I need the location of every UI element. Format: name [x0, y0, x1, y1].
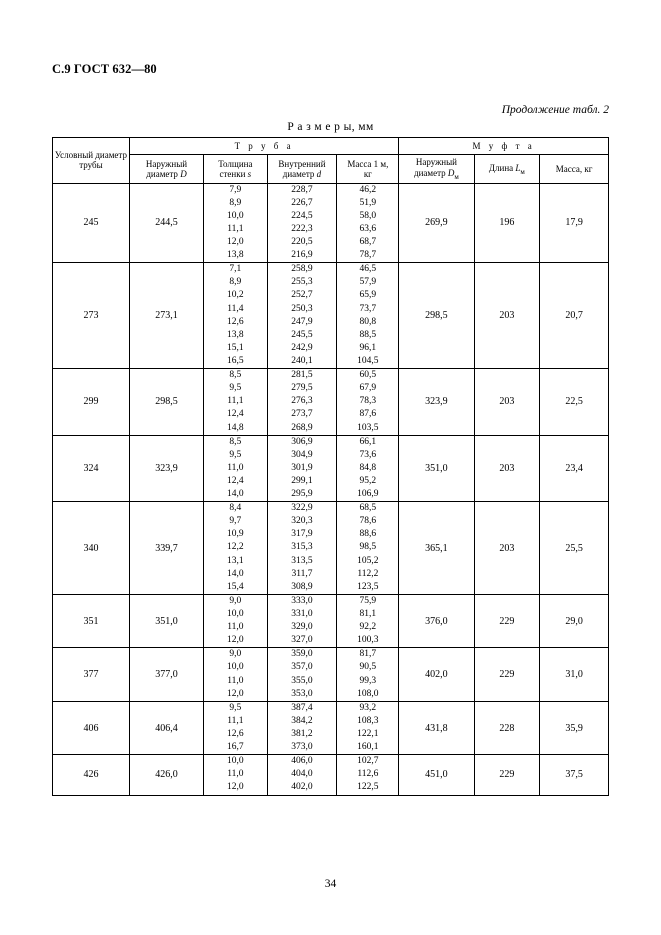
cell-coupling-outer: 298,5	[399, 263, 474, 369]
cell-mass-list: 81,7 90,5 99,3 108,0	[337, 648, 399, 701]
cell-coupling-mass: 23,4	[540, 435, 609, 502]
cell-nominal: 340	[53, 502, 130, 595]
cell-coupling-outer: 376,0	[399, 594, 474, 647]
cell-nominal: 273	[53, 263, 130, 369]
cell-wall-list: 8,4 9,7 10,9 12,2 13,1 14,0 15,4	[204, 502, 267, 595]
cell-wall-list: 8,5 9,5 11,0 12,4 14,0	[204, 435, 267, 502]
cell-coupling-length: 203	[474, 502, 540, 595]
cell-outer: 351,0	[129, 594, 203, 647]
col-nominal-diameter: Условный диаметр трубы	[53, 138, 130, 184]
cell-mass-list: 60,5 67,9 78,3 87,6 103,5	[337, 369, 399, 436]
table-column-header-row	[53, 155, 609, 183]
cell-coupling-length: 196	[474, 183, 540, 263]
cell-coupling-length: 203	[474, 263, 540, 369]
cell-coupling-outer: 323,9	[399, 369, 474, 436]
cell-mass-list: 102,7 112,6 122,5	[337, 755, 399, 795]
cell-wall-list: 9,0 10,0 11,0 12,0	[204, 648, 267, 701]
continuation-note: Продолжение табл. 2	[501, 104, 609, 116]
col-outer-diameter: Наружный диаметр D	[129, 155, 203, 183]
page-header	[52, 62, 157, 77]
cell-outer: 244,5	[129, 183, 203, 263]
cell-coupling-outer: 451,0	[399, 755, 474, 795]
col-mass-per-meter: Масса 1 м, кг	[337, 155, 399, 183]
dimensions-note: Р а з м е р ы, мм	[287, 121, 374, 133]
cell-coupling-mass: 37,5	[540, 755, 609, 795]
col-coupling-mass: Масса, кг	[540, 155, 609, 183]
cell-outer: 377,0	[129, 648, 203, 701]
table-row	[53, 594, 609, 647]
group-pipe: Т р у б а	[129, 138, 398, 155]
cell-inner-list: 406,0 404,0 402,0	[267, 755, 337, 795]
cell-nominal: 299	[53, 369, 130, 436]
cell-coupling-length: 203	[474, 435, 540, 502]
cell-mass-list: 46,5 57,9 65,9 73,7 80,8 88,5 96,1 104,5	[337, 263, 399, 369]
cell-mass-list: 46,2 51,9 58,0 63,6 68,7 78,7	[337, 183, 399, 263]
col-coupling-outer-diameter: Наружный диаметр $D_м$	[399, 155, 474, 183]
cell-inner-list: 333,0 331,0 329,0 327,0	[267, 594, 337, 647]
cell-coupling-outer: 269,9	[399, 183, 474, 263]
cell-coupling-outer: 365,1	[399, 502, 474, 595]
cell-coupling-mass: 31,0	[540, 648, 609, 701]
cell-coupling-length: 228	[474, 701, 540, 754]
cell-outer: 273,1	[129, 263, 203, 369]
page-number: 34	[324, 878, 337, 890]
cell-inner-list: 387,4 384,2 381,2 373,0	[267, 701, 337, 754]
pipe-dimensions-table	[52, 137, 609, 796]
cell-wall-list: 10,0 11,0 12,0	[204, 755, 267, 795]
cell-coupling-mass: 35,9	[540, 701, 609, 754]
cell-inner-list: 322,9 320,3 317,9 315,3 313,5 311,7 308,9	[267, 502, 337, 595]
cell-coupling-mass: 25,5	[540, 502, 609, 595]
table-row	[53, 369, 609, 436]
cell-outer: 323,9	[129, 435, 203, 502]
cell-outer: 426,0	[129, 755, 203, 795]
col-coupling-length: Длина $L_м$	[474, 155, 540, 183]
cell-coupling-length: 203	[474, 369, 540, 436]
cell-nominal: 406	[53, 701, 130, 754]
cell-mass-list: 66,1 73,6 84,8 95,2 106,9	[337, 435, 399, 502]
cell-outer: 298,5	[129, 369, 203, 436]
cell-inner-list: 306,9 304,9 301,9 299,1 295,9	[267, 435, 337, 502]
cell-nominal: 426	[53, 755, 130, 795]
cell-mass-list: 75,9 81,1 92,2 100,3	[337, 594, 399, 647]
table-row	[53, 648, 609, 701]
cell-wall-list: 8,5 9,5 11,1 12,4 14,8	[204, 369, 267, 436]
col-wall-thickness: Толщина стенки s	[204, 155, 267, 183]
cell-coupling-mass: 20,7	[540, 263, 609, 369]
cell-coupling-outer: 351,0	[399, 435, 474, 502]
table-row	[53, 263, 609, 369]
group-coupling: М у ф т а	[399, 138, 609, 155]
cell-outer: 406,4	[129, 701, 203, 754]
table-body	[53, 183, 609, 795]
cell-coupling-mass: 22,5	[540, 369, 609, 436]
table-row	[53, 701, 609, 754]
cell-mass-list: 68,5 78,6 88,6 98,5 105,2 112,2 123,5	[337, 502, 399, 595]
table-row	[53, 183, 609, 263]
table-row	[53, 502, 609, 595]
cell-inner-list: 359,0 357,0 355,0 353,0	[267, 648, 337, 701]
col-inner-diameter: Внутренний диаметр d	[267, 155, 337, 183]
cell-nominal: 324	[53, 435, 130, 502]
table-head	[53, 138, 609, 184]
cell-coupling-length: 229	[474, 594, 540, 647]
cell-wall-list: 7,1 8,9 10,2 11,4 12,6 13,8 15,1 16,5	[204, 263, 267, 369]
cell-wall-list: 9,5 11,1 12,6 16,7	[204, 701, 267, 754]
table-row	[53, 755, 609, 795]
cell-coupling-length: 229	[474, 755, 540, 795]
cell-wall-list: 7,9 8,9 10,0 11,1 12,0 13,8	[204, 183, 267, 263]
cell-inner-list: 228,7 226,7 224,5 222,3 220,5 216,9	[267, 183, 337, 263]
cell-coupling-mass: 17,9	[540, 183, 609, 263]
cell-inner-list: 258,9 255,3 252,7 250,3 247,9 245,5 242,9 240,1	[267, 263, 337, 369]
cell-inner-list: 281,5 279,5 276,3 273,7 268,9	[267, 369, 337, 436]
cell-mass-list: 93,2 108,3 122,1 160,1	[337, 701, 399, 754]
cell-coupling-mass: 29,0	[540, 594, 609, 647]
cell-coupling-outer: 431,8	[399, 701, 474, 754]
cell-nominal: 351	[53, 594, 130, 647]
cell-nominal: 377	[53, 648, 130, 701]
cell-wall-list: 9,0 10,0 11,0 12,0	[204, 594, 267, 647]
cell-nominal: 245	[53, 183, 130, 263]
table-row	[53, 435, 609, 502]
cell-outer: 339,7	[129, 502, 203, 595]
cell-coupling-outer: 402,0	[399, 648, 474, 701]
cell-coupling-length: 229	[474, 648, 540, 701]
table-group-header-row	[53, 138, 609, 155]
standard-reference: С.9 ГОСТ 632—80	[52, 62, 157, 76]
